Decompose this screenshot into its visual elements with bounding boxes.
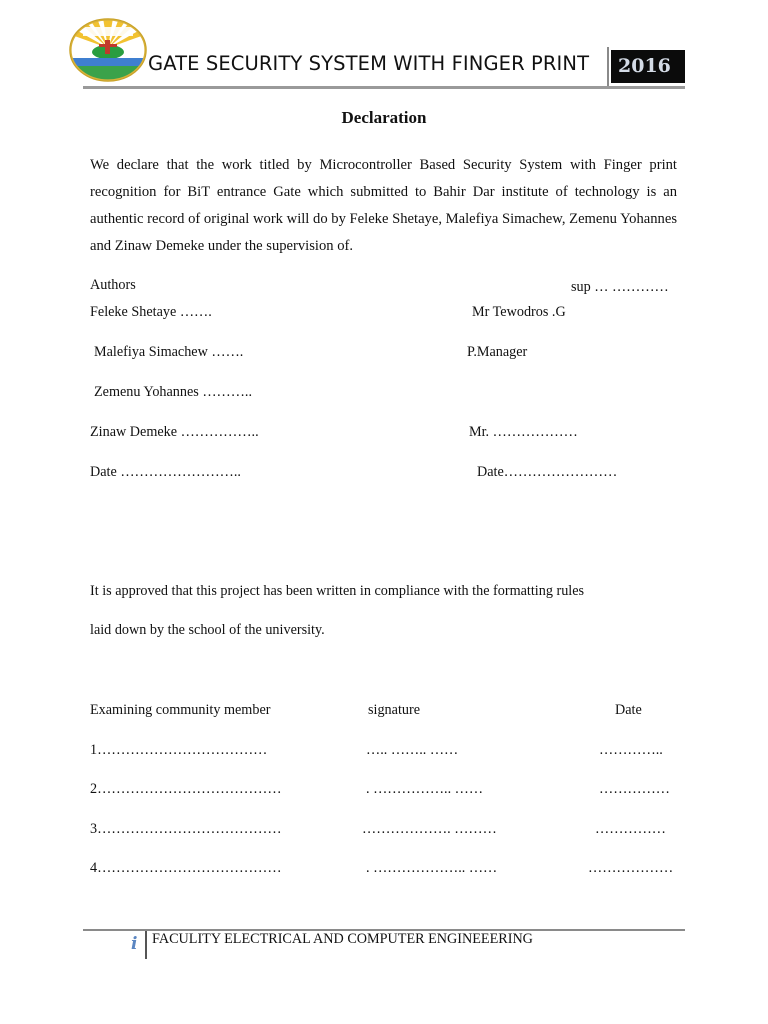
exam-row-2-member: 2………………………………… bbox=[90, 781, 282, 797]
exam-row-1-signature: ….. …….. …… bbox=[366, 742, 459, 758]
exam-row-1-member: 1……………………………… bbox=[90, 742, 268, 758]
page-number: i bbox=[131, 934, 138, 954]
exam-row-2-date: …………… bbox=[599, 781, 670, 797]
exam-row-1-date: ………….. bbox=[599, 742, 663, 758]
declaration-body: We declare that the work titled by Microcontroller Based Security System with Finger print recognition for BiT entrance Gate which submitted to Bahir Dar institute of technology is an authentic record of original work will do by Feleke Shetaye, Malefiya Simachew, Zemenu Yohannes and Zinaw Demeke under the supervision of. bbox=[90, 157, 677, 254]
exam-row-2-signature: . …………….. …… bbox=[366, 781, 484, 797]
authors-heading: Authors bbox=[90, 277, 136, 293]
supervisor-signature-line: sup … ………… bbox=[571, 279, 669, 295]
year-badge: 2016 bbox=[611, 50, 685, 83]
footer-divider bbox=[145, 931, 147, 959]
author-malefiya: Malefiya Simachew ……. bbox=[94, 344, 244, 360]
manager-name-line: Mr. ……………… bbox=[469, 424, 578, 440]
exam-row-4-member: 4………………………………… bbox=[90, 860, 282, 876]
institute-logo bbox=[69, 18, 147, 82]
exam-row-3-date: …………… bbox=[595, 821, 666, 837]
declaration-title: Declaration bbox=[341, 108, 427, 127]
exam-row-3-member: 3………………………………… bbox=[90, 821, 282, 837]
author-zinaw: Zinaw Demeke …………….. bbox=[90, 424, 259, 440]
supervisor-name: Mr Tewodros .G bbox=[472, 304, 566, 320]
authors-date-line: Date …………………….. bbox=[90, 464, 241, 480]
author-feleke: Feleke Shetaye ……. bbox=[90, 304, 212, 320]
exam-row-3-signature: ………………. ……… bbox=[362, 821, 497, 837]
header-rule bbox=[83, 86, 685, 89]
approval-line-1: It is approved that this project has been written in compliance with the formatting rules bbox=[90, 583, 585, 599]
exam-header-member: Examining community member bbox=[90, 702, 271, 718]
author-zemenu: Zemenu Yohannes ……….. bbox=[94, 384, 253, 400]
exam-row-4-date: ……………… bbox=[588, 860, 674, 876]
supervisor-date-line: Date…………………… bbox=[477, 464, 618, 480]
exam-header-signature: signature bbox=[368, 702, 421, 718]
project-manager-label: P.Manager bbox=[467, 344, 528, 360]
header-divider bbox=[607, 47, 609, 87]
footer-faculty: FACULITY ELECTRICAL AND COMPUTER ENGINEEERING bbox=[152, 931, 533, 947]
approval-line-2: laid down by the school of the university. bbox=[90, 622, 325, 638]
header-title: GATE SECURITY SYSTEM WITH FINGER PRINT bbox=[148, 52, 590, 75]
exam-row-4-signature: . ……………….. …… bbox=[366, 860, 498, 876]
exam-header-date: Date bbox=[615, 702, 642, 718]
